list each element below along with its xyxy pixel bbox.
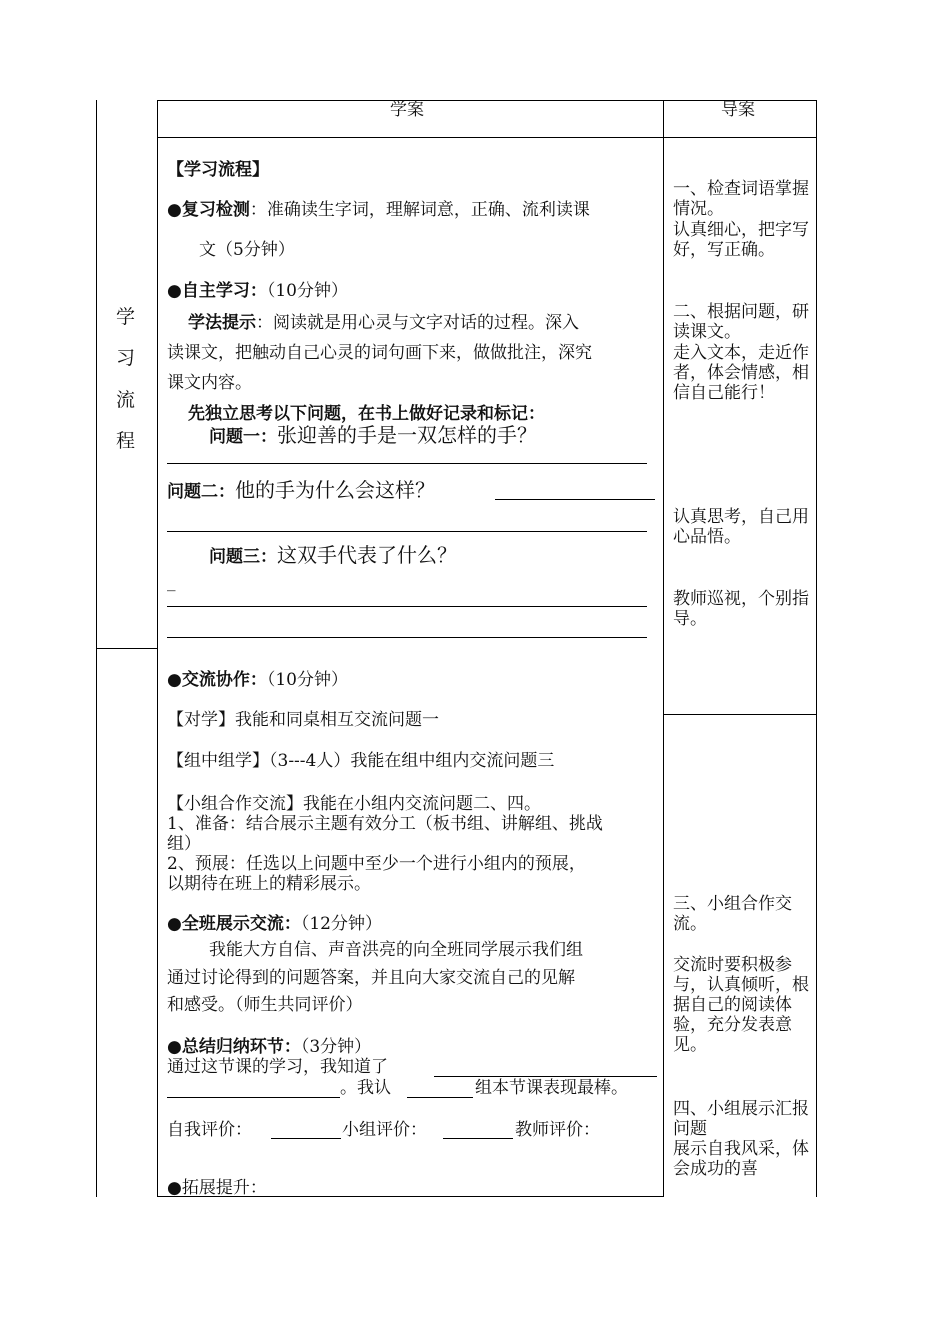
prep-line-1: 1、准备：结合展示主题有效分工（板书组、讲解组、挑战 <box>167 814 603 834</box>
side-label-char: 习 <box>116 347 136 369</box>
summary-text-1: 通过这节课的学习，我知道了 <box>167 1057 388 1077</box>
side-label-char: 流 <box>116 389 136 411</box>
question-1 <box>209 425 537 447</box>
header-top-border <box>157 100 817 101</box>
self-study-time: （10分钟） <box>266 281 348 301</box>
exchange-line <box>167 670 348 690</box>
question-2 <box>167 480 435 502</box>
daoan-right-border <box>816 100 817 1197</box>
teacher-eval: 教师评价： <box>515 1120 600 1140</box>
answer-line <box>167 463 647 464</box>
guide-2b: 走入文本，走近作者，体会情感，相信自己能行！ <box>673 343 809 403</box>
section-title: 【学习流程】 <box>167 160 269 180</box>
review-line <box>167 200 590 220</box>
answer-line <box>495 499 655 500</box>
think-instruction: 先独立思考以下问题，在书上做好记录和标记： <box>188 404 545 424</box>
guide-3: 认真思考，自己用心品悟。 <box>673 507 809 547</box>
q1-text: 张迎善的手是一双怎样的手？ <box>277 423 537 447</box>
guide-1b: 认真细心，把字写好，写正确。 <box>673 220 809 260</box>
method-line-3: 课文内容。 <box>167 373 252 393</box>
method-line <box>188 313 579 333</box>
preview-line-2: 以期待在班上的精彩展示。 <box>167 874 371 894</box>
summary-label: ●总结归纳环节： <box>167 1037 301 1057</box>
class-share-line <box>167 914 382 934</box>
side-label-char: 学 <box>116 306 136 328</box>
exchange-time: （10分钟） <box>266 670 348 690</box>
group-inner-study: 【组中组学】（3---4人）我能在组中组内交流问题三 <box>167 751 555 771</box>
q3-text: 这双手代表了什么？ <box>277 543 457 567</box>
xuean-header: 学案 <box>390 100 424 120</box>
class-text-2: 通过讨论得到的问题答案，并且向大家交流自己的见解 <box>167 968 575 988</box>
q1-label: 问题一： <box>209 427 277 447</box>
guide-7b: 展示自我风采，体会成功的喜 <box>673 1139 809 1179</box>
xuean-right-border <box>663 100 664 1197</box>
guide-4: 教师巡视，个别指导。 <box>673 589 809 629</box>
side-divider <box>96 648 157 649</box>
answer-line <box>167 637 647 638</box>
fill-blank <box>167 1097 340 1098</box>
q3-label: 问题三： <box>209 547 277 567</box>
review-line-2: 文（5分钟） <box>199 240 295 260</box>
method-label: 学法提示 <box>188 313 256 333</box>
class-share-label: ●全班展示交流： <box>167 914 301 934</box>
guide-6: 交流时要积极参与，认真倾听，根据自己的阅读体验，充分发表意见。 <box>673 955 809 1055</box>
preview-line-1: 2、预展：任选以上问题中至少一个进行小组内的预展， <box>167 854 586 874</box>
fill-blank <box>271 1138 341 1139</box>
fill-blank <box>443 1138 513 1139</box>
class-text-1: 我能大方自信、声音洪亮的向全班同学展示我们组 <box>209 940 583 960</box>
method-line-2: 读课文，把触动自己心灵的词句画下来，做做批注，深究 <box>167 343 592 363</box>
extend-line: ●拓展提升： <box>167 1178 267 1198</box>
guide-5: 三、小组合作交流。 <box>673 894 792 934</box>
self-eval: 自我评价： <box>167 1120 252 1140</box>
q2-text: 他的手为什么会这样？ <box>235 478 435 502</box>
answer-line <box>167 606 647 607</box>
summary-text-2: 。我认 <box>340 1078 391 1098</box>
prep-line-2: 组） <box>167 834 201 854</box>
summary-text-3: 组本节课表现最棒。 <box>475 1078 628 1098</box>
xuean-left-border <box>157 100 158 1197</box>
fill-blank <box>434 1076 657 1077</box>
answer-line <box>167 531 647 532</box>
review-text: ：准确读生字词，理解词意，正确、流利读课 <box>249 200 590 220</box>
review-label: ●复习检测 <box>167 200 250 220</box>
guide-2: 二、根据问题，研读课文。 <box>673 302 809 342</box>
pair-study: 【对学】我能和同桌相互交流问题一 <box>167 710 439 730</box>
exchange-label: ●交流协作： <box>167 670 267 690</box>
summary-time: （3分钟） <box>300 1037 372 1057</box>
question-3 <box>209 545 457 567</box>
daoan-divider <box>663 714 817 715</box>
side-label-char: 程 <box>116 430 136 452</box>
daoan-header: 导案 <box>721 100 755 120</box>
guide-1: 一、检查词语掌握情况。 <box>673 179 809 219</box>
q3-dash: _ <box>167 572 176 592</box>
group-coop: 【小组合作交流】我能在小组内交流问题二、四。 <box>167 794 541 814</box>
header-bottom-border <box>157 137 817 138</box>
self-study-line <box>167 281 348 301</box>
guide-7: 四、小组展示汇报问题 <box>673 1099 809 1139</box>
class-share-time: （12分钟） <box>300 914 382 934</box>
group-eval: 小组评价： <box>342 1120 427 1140</box>
q2-label: 问题二： <box>167 482 235 502</box>
summary-line <box>167 1037 371 1057</box>
self-study-label: ●自主学习： <box>167 281 267 301</box>
fill-blank <box>407 1097 473 1098</box>
method-text: ：阅读就是用心灵与文字对话的过程。深入 <box>256 313 579 333</box>
class-text-3: 和感受。（师生共同评价） <box>167 995 363 1015</box>
